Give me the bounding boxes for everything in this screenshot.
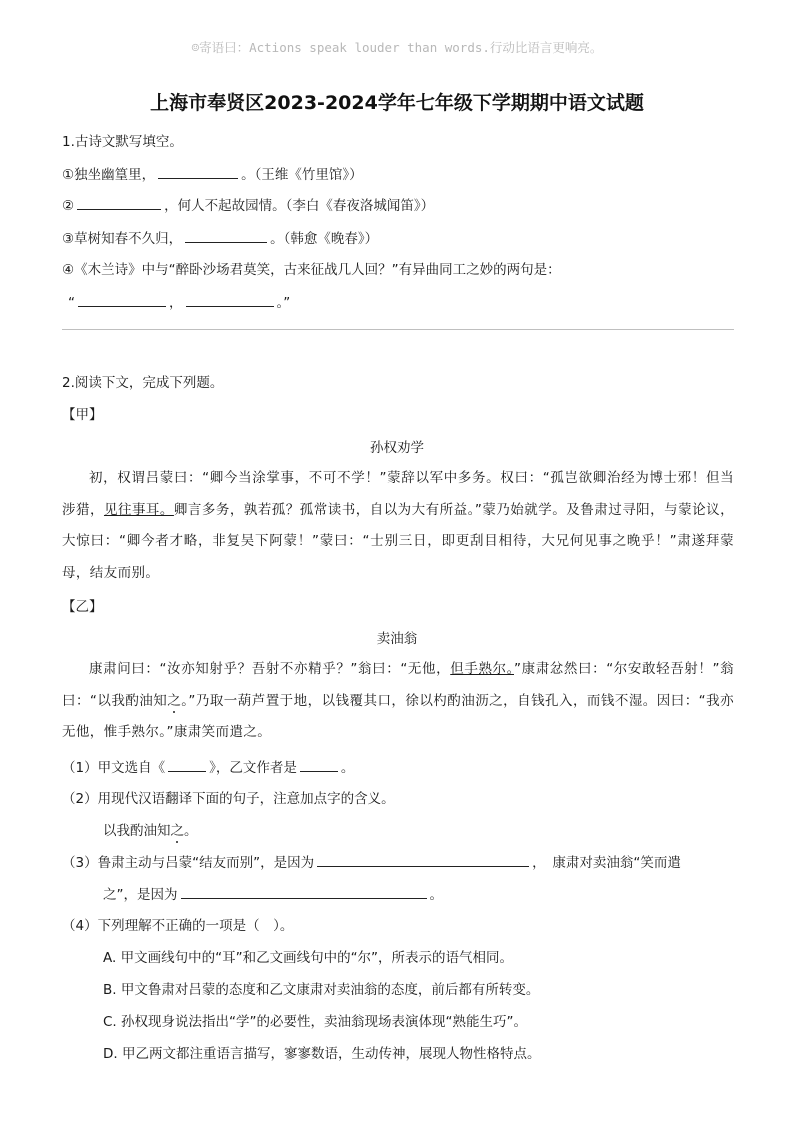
answer-blank[interactable] [185,228,267,243]
sentence-post: 。 [184,823,198,839]
option-d[interactable]: D. 甲乙两文都注重语言描写，寥寥数语，生动传神，展现人物性格特点。 [103,1046,541,1062]
jia-passage-part2: 卿言多务，孰若孤？孤常读书，自以为大有所益。”蒙乃始就学。及鲁肃过寻阳，与蒙论议，大惊曰：“卿今者才略，非复吴下阿蒙！”蒙曰：“士别三日，即更刮目相待，大兄何见事之晚乎！”肃遂拜蒙母，结友而别。 [62,501,734,581]
option-b[interactable]: B. 甲文鲁肃对吕蒙的态度和乙文康肃对卖油翁的态度，前后都有所转变。 [103,982,540,998]
answer-blank[interactable] [181,884,427,899]
q2-sub3-end: 。 [429,887,443,903]
answer-blank[interactable] [78,292,166,307]
open-quote: “ [68,295,75,311]
answer-blank[interactable] [186,292,274,307]
answer-blank[interactable] [300,757,338,772]
close-quote: 。” [276,295,291,311]
q1-item-2-suffix: ，何人不起故园情。（李白《春夜洛城闻笛》） [164,198,435,214]
q2-sub4: （4）下列理解不正确的一项是（ ）。 [62,918,294,934]
q1-item-4: ④《木兰诗》中与“醉卧沙场君莫笑，古来征战几人回？”有异曲同工之妙的两句是： [62,262,561,278]
option-a[interactable]: A. 甲文画线句中的“耳”和乙文画线句中的“尔”，所表示的语气相同。 [103,950,514,966]
q2-sub2-sentence [103,821,198,841]
q2-sub3-text: （3）鲁肃主动与吕蒙“结友而别”，是因为 [62,855,315,871]
dotted-character: 之 [167,692,182,709]
answer-blank[interactable] [77,195,161,210]
yi-passage-part3: 。”乃取一葫芦置于地，以钱覆其口，徐以杓酌油沥之，自钱孔入，而钱不湿。因曰：“我亦无他，惟手熟尔。”康肃笑而遣之。 [62,692,734,740]
q2-heading: 2.阅读下文，完成下列题。 [62,375,224,391]
q1-item-1 [62,164,363,185]
q1-item-3-prefix: ③草树知春不久归， [62,231,183,247]
q2-sub1-mid: 》，乙文作者是 [209,760,297,776]
q1-item-2-prefix: ② [62,198,75,214]
yi-label: 【乙】 [62,599,103,615]
yi-passage-part1: 康肃问曰：“汝亦知射乎？吾射不亦精乎？”翁曰：“无他， [89,661,451,677]
sentence-pre: 以我酌油知 [103,823,171,839]
q2-sub1-end: 。 [340,760,355,776]
option-c[interactable]: C. 孙权现身说法指出“学”的必要性，卖油翁现场表演体现“熟能生巧”。 [103,1014,527,1030]
q1-item-3 [62,228,378,249]
answer-blank[interactable] [168,757,206,772]
yi-passage-part2: ”康肃忿然曰：“尔安敢轻吾射！”翁曰：“以我酌油知 [62,661,735,709]
q1-heading: 1.古诗文默写填空。 [62,134,183,150]
yi-underlined-sentence: 但手熟尔。 [450,661,514,677]
q2-sub1 [62,757,354,778]
page-title: 上海市奉贤区2023-2024学年七年级下学期期中语文试题 [150,92,644,114]
yi-title: 卖油翁 [376,631,418,647]
q2-sub1-text: （1）甲文选自《 [62,760,166,776]
jia-underlined-sentence: 见往事耳。 [103,501,174,518]
comma: ， [169,295,183,311]
answer-blank[interactable] [158,164,238,179]
jia-passage [62,463,734,589]
answer-blank[interactable] [317,852,529,867]
jia-title: 孙权劝学 [370,440,424,456]
q1-item-3-suffix: 。（韩愈《晚春》） [270,231,379,247]
yi-passage [62,654,734,749]
q2-sub3-text-3: 之”，是因为 [103,887,178,903]
q2-sub3-line1 [62,852,681,873]
dotted-character: 之 [170,823,184,839]
q1-item-2 [62,195,434,216]
jia-label: 【甲】 [62,407,103,423]
q1-item-1-suffix: 。（王维《竹里馆》） [241,167,363,183]
q1-item-4-answers [68,292,290,313]
watermark: ☺寄语曰：Actions speak louder than words.行动比语言更响亮。 [191,40,603,55]
q2-sub2: （2）用现代汉语翻译下面的句子，注意加点字的含义。 [62,791,395,807]
jia-passage-part1: 初，权谓吕蒙曰：“卿今当涂掌事，不可不学！”蒙辞以军中多务。权曰：“孤岂欲卿治经为博士邪！但当涉猎， [62,470,734,518]
q2-sub3-text-2: ， 康肃对卖油翁“笑而遣 [532,855,681,871]
section-divider [62,329,734,330]
q2-sub3-line2 [103,884,443,905]
q1-item-1-prefix: ①独坐幽篁里， [62,167,156,183]
